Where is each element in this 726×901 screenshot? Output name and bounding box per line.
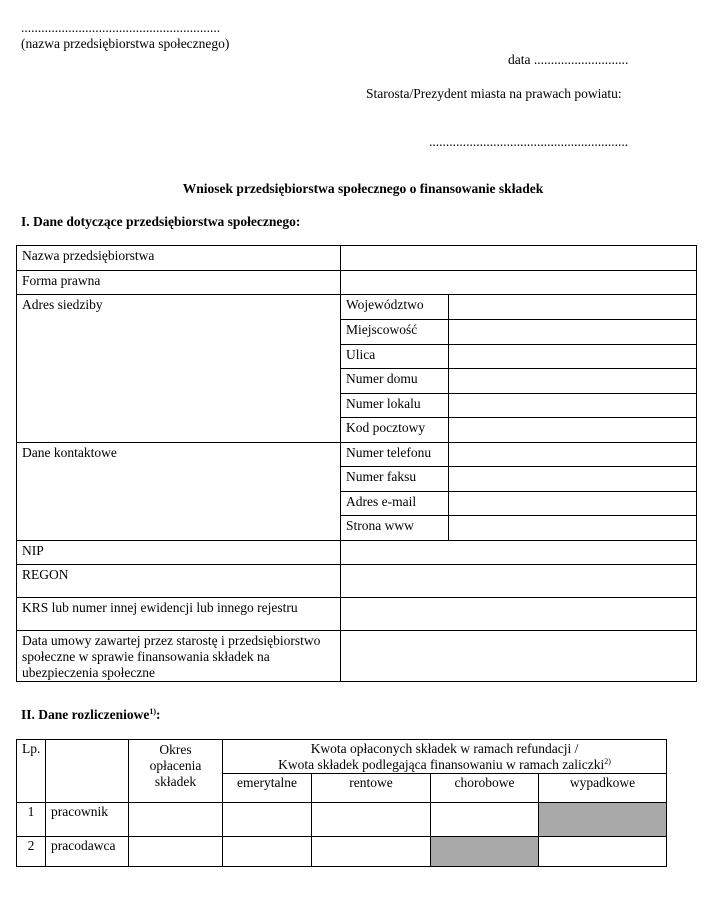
- col-accident: wypadkowe: [539, 774, 667, 803]
- label-contact: Dane kontaktowe: [17, 443, 341, 541]
- row1-accident-disabled: [539, 803, 667, 837]
- col-amount-line2-wrap: [223, 757, 666, 773]
- row2-who: pracodawca: [46, 837, 129, 867]
- label-street: Ulica: [341, 345, 449, 369]
- section2-heading-footnote: 1): [149, 707, 157, 716]
- date-field: data ............................: [508, 52, 629, 67]
- section2-heading-text: II. Dane rozliczeniowe: [21, 707, 150, 722]
- city-value[interactable]: [449, 320, 697, 345]
- row1-period[interactable]: [129, 803, 223, 837]
- agreement-date-value[interactable]: [341, 631, 697, 682]
- label-regon: REGON: [17, 565, 341, 598]
- voivodeship-value[interactable]: [449, 295, 697, 320]
- col-amount-line1: Kwota opłaconych składek w ramach refundacji /: [310, 741, 579, 756]
- row1-lp: 1: [17, 803, 46, 837]
- fax-value[interactable]: [449, 467, 697, 492]
- row1-pension[interactable]: [223, 803, 312, 837]
- website-value[interactable]: [449, 516, 697, 541]
- label-house-number: Numer domu: [341, 369, 449, 394]
- col-pension: emerytalne: [223, 774, 312, 803]
- row1-disability[interactable]: [312, 803, 431, 837]
- row2-period[interactable]: [129, 837, 223, 867]
- label-fax: Numer faksu: [341, 467, 449, 492]
- col-period: Okres opłacenia składek: [129, 740, 223, 803]
- col-who: [46, 740, 129, 803]
- row2-disability[interactable]: [312, 837, 431, 867]
- row1-who: pracownik: [46, 803, 129, 837]
- label-krs: KRS lub numer innej ewidencji lub innego rejestru: [17, 598, 341, 631]
- form-title: Wniosek przedsiębiorstwa społecznego o finansowanie składek: [182, 181, 544, 196]
- col-amount: [223, 740, 667, 774]
- email-value[interactable]: [449, 492, 697, 516]
- row2-lp: 2: [17, 837, 46, 867]
- row1-sickness[interactable]: [431, 803, 539, 837]
- label-apartment-number: Numer lokalu: [341, 394, 449, 418]
- label-phone: Numer telefonu: [341, 443, 449, 467]
- col-disability: rentowe: [312, 774, 431, 803]
- nip-value[interactable]: [341, 541, 697, 565]
- row2-accident[interactable]: [539, 837, 667, 867]
- label-voivodeship: Województwo: [341, 295, 449, 320]
- label-agreement-date: Data umowy zawartej przez starostę i przedsiębiorstwo społeczne w sprawie finansowania składek na ubezpieczenia społeczne: [17, 631, 341, 682]
- company-data-table: [16, 245, 697, 682]
- section2-heading: [21, 707, 161, 723]
- legal-form-value[interactable]: [341, 271, 697, 295]
- col-lp: Lp.: [17, 740, 46, 803]
- row2-pension[interactable]: [223, 837, 312, 867]
- company-name-value[interactable]: [341, 246, 697, 271]
- label-email: Adres e-mail: [341, 492, 449, 516]
- company-name-caption: (nazwa przedsiębiorstwa społecznego): [21, 36, 230, 51]
- col-sickness: chorobowe: [431, 774, 539, 803]
- settlement-table: [16, 739, 667, 867]
- label-legal-form: Forma prawna: [17, 271, 341, 295]
- label-nip: NIP: [17, 541, 341, 565]
- street-value[interactable]: [449, 345, 697, 369]
- label-website: Strona www: [341, 516, 449, 541]
- regon-value[interactable]: [341, 565, 697, 598]
- krs-value[interactable]: [341, 598, 697, 631]
- house-number-value[interactable]: [449, 369, 697, 394]
- row2-sickness-disabled: [431, 837, 539, 867]
- label-city: Miejscowość: [341, 320, 449, 345]
- company-name-dotted-line: ...........................................................: [21, 20, 221, 35]
- col-amount-line2: Kwota składek podlegająca finansowaniu w ramach zaliczki: [278, 757, 605, 772]
- addressee-dotted-line: ...........................................................: [429, 134, 629, 149]
- addressee-label: Starosta/Prezydent miasta na prawach powiatu:: [366, 86, 622, 101]
- label-company-name: Nazwa przedsiębiorstwa: [17, 246, 341, 271]
- section1-heading: I. Dane dotyczące przedsiębiorstwa społecznego:: [21, 214, 301, 229]
- col-amount-footnote: 2): [604, 757, 611, 766]
- section2-heading-colon: :: [156, 707, 161, 722]
- postal-code-value[interactable]: [449, 418, 697, 443]
- label-address: Adres siedziby: [17, 295, 341, 443]
- phone-value[interactable]: [449, 443, 697, 467]
- label-postal-code: Kod pocztowy: [341, 418, 449, 443]
- apartment-number-value[interactable]: [449, 394, 697, 418]
